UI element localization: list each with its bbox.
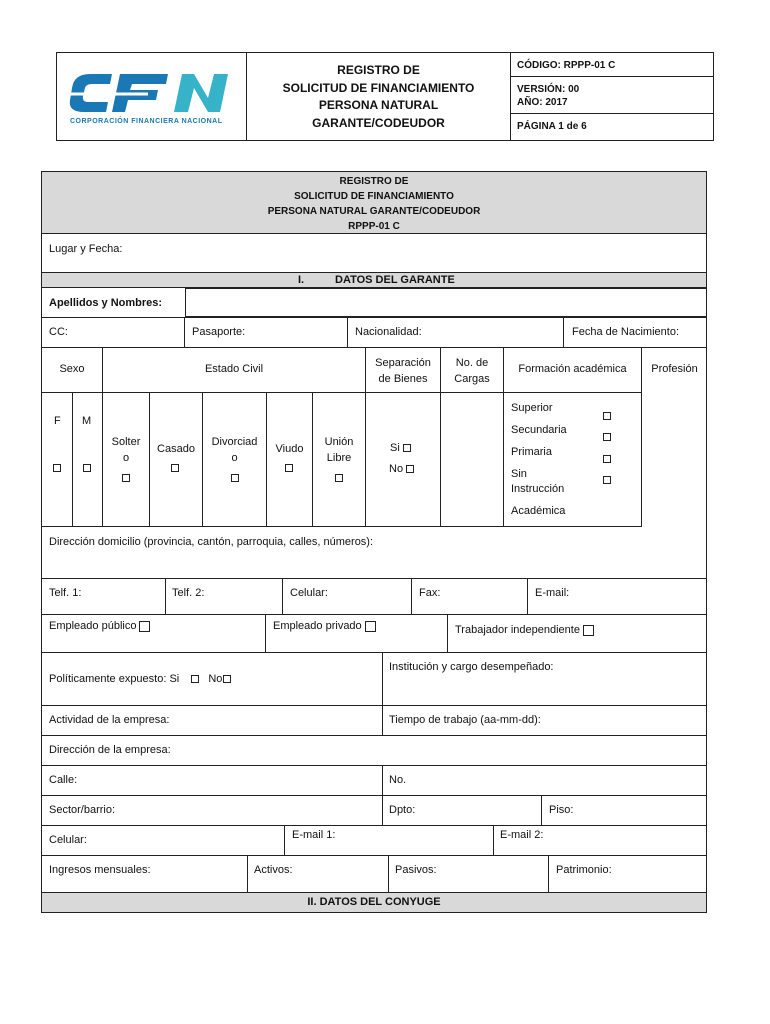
viudo-checkbox[interactable]	[285, 464, 293, 472]
section1-number: I.	[298, 274, 305, 286]
logo-subtitle: CORPORACIÓN FINANCIERA NACIONAL	[70, 118, 223, 125]
casado-label: Casado	[157, 443, 195, 455]
sexo-f-checkbox[interactable]	[53, 464, 61, 472]
email2-label: E-mail 2:	[500, 829, 544, 841]
apellidos-label: Apellidos y Nombres:	[49, 297, 163, 309]
secundaria-checkbox[interactable]	[603, 433, 611, 441]
formacion-sin: Sin	[511, 468, 527, 480]
sexo-m-checkbox[interactable]	[83, 464, 91, 472]
cc-label: CC:	[49, 326, 68, 338]
sector-label: Sector/barrio:	[49, 804, 116, 816]
formacion-secundaria: Secundaria	[511, 424, 567, 436]
activos-label: Activos:	[254, 864, 293, 876]
empleado-privado-checkbox[interactable]	[365, 621, 376, 632]
viudo-label: Viudo	[275, 443, 304, 455]
primaria-checkbox[interactable]	[603, 455, 611, 463]
pep-label: Políticamente expuesto: Si No	[49, 673, 231, 685]
sexo-m: M	[82, 415, 92, 427]
formacion-instruccion: Instrucción	[511, 483, 565, 495]
estado-civil-label: Estado Civil	[204, 363, 264, 375]
pasaporte-label: Pasaporte:	[192, 326, 246, 338]
separacion-no-checkbox[interactable]	[406, 465, 414, 473]
celular-label: Celular:	[290, 587, 328, 599]
tiempo-label: Tiempo de trabajo (aa-mm-dd):	[389, 714, 541, 726]
empleado-publico: Empleado público	[49, 620, 150, 632]
section2-header: II. DATOS DEL CONYUGE	[42, 893, 706, 912]
cargas-label: No. de Cargas	[454, 357, 490, 385]
direccion-empresa-label: Dirección de la empresa:	[49, 744, 171, 756]
sexo-label: Sexo	[59, 363, 85, 375]
actividad-label: Actividad de la empresa:	[49, 714, 170, 726]
patrimonio-label: Patrimonio:	[556, 864, 612, 876]
codigo: CÓDIGO: RPPP-01 C	[517, 60, 616, 71]
version: VERSIÓN: 00	[517, 84, 580, 95]
sexo-f: F	[54, 415, 61, 427]
telf1-label: Telf. 1:	[49, 587, 82, 599]
pasivos-label: Pasivos:	[395, 864, 437, 876]
lugar-fecha-label: Lugar y Fecha:	[49, 243, 123, 255]
divorciado-label: Divorciad o	[211, 436, 258, 464]
direccion-domicilio-label: Dirección domicilio (provincia, cantón, parroquia, calles, números):	[49, 536, 374, 548]
formacion-superior: Superior	[511, 402, 553, 414]
section1-title: DATOS DEL GARANTE	[335, 274, 455, 286]
pep-no-checkbox[interactable]	[223, 675, 231, 683]
formacion-primaria: Primaria	[511, 446, 552, 458]
formacion-label: Formación académica	[518, 363, 627, 375]
separacion-no: No	[389, 463, 414, 475]
form-title: REGISTRO DE SOLICITUD DE FINANCIAMIENTO PERSONA NATURAL GARANTE/CODEUDOR RPPP-01 C	[42, 172, 706, 234]
separacion-si-checkbox[interactable]	[403, 444, 411, 452]
apellidos-field[interactable]	[185, 288, 707, 317]
email-label: E-mail:	[535, 587, 570, 599]
soltero-checkbox[interactable]	[122, 474, 130, 482]
nacionalidad-label: Nacionalidad:	[355, 326, 422, 338]
numero-label: No.	[389, 774, 407, 786]
trabajador-independiente: Trabajador independiente	[455, 624, 594, 636]
calle-label: Calle:	[49, 774, 78, 786]
company-logo	[68, 70, 236, 130]
divorciado-checkbox[interactable]	[231, 474, 239, 482]
anio: AÑO: 2017	[517, 97, 568, 108]
superior-checkbox[interactable]	[603, 412, 611, 420]
piso-label: Piso:	[549, 804, 574, 816]
independiente-checkbox[interactable]	[583, 625, 594, 636]
empleado-privado: Empleado privado	[273, 620, 376, 632]
soltero-label: Solter o	[111, 436, 141, 464]
fecha-nac-label: Fecha de Nacimiento:	[572, 326, 679, 338]
separacion-label: Separación de Bienes	[375, 357, 431, 385]
dpto-label: Dpto:	[389, 804, 416, 816]
ingresos-label: Ingresos mensuales:	[49, 864, 151, 876]
sin-instruccion-checkbox[interactable]	[603, 476, 611, 484]
casado-checkbox[interactable]	[171, 464, 179, 472]
email1-label: E-mail 1:	[292, 829, 336, 841]
union-label: Unión Libre	[324, 436, 354, 464]
formacion-academica: Académica	[511, 505, 566, 517]
profesion-label: Profesión	[651, 363, 698, 375]
header-title: REGISTRO DE SOLICITUD DE FINANCIAMIENTO PERSONA NATURAL GARANTE/CODEUDOR	[282, 63, 475, 130]
celular2-label: Celular:	[49, 834, 87, 846]
institucion-label: Institución y cargo desempeñado:	[389, 661, 554, 673]
telf2-label: Telf. 2:	[172, 587, 205, 599]
empleado-publico-checkbox[interactable]	[139, 621, 150, 632]
fax-label: Fax:	[419, 587, 441, 599]
separacion-si: Si	[390, 442, 411, 454]
union-checkbox[interactable]	[335, 474, 343, 482]
pep-si-checkbox[interactable]	[191, 675, 199, 683]
pagina: PÁGINA 1 de 6	[517, 121, 587, 132]
cfn-logo-icon	[68, 70, 236, 116]
